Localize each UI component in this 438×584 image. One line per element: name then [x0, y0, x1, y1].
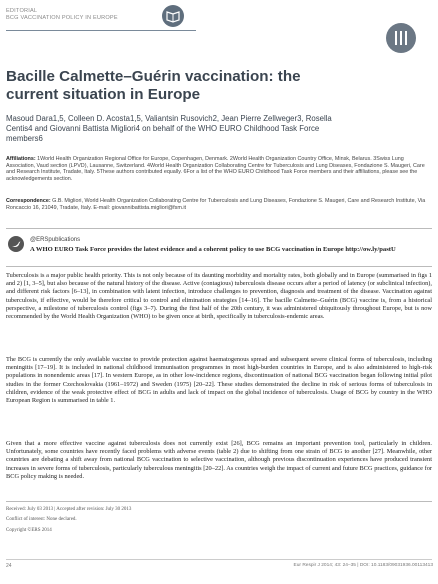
tweet-handle: @ERSpublications	[30, 237, 81, 243]
body-paragraph: The BCG is currently the only available vaccine to provide protection against haematogenous spread and subsequent severe clinical forms of tuberculosis, including meningitis [17–19]. It is included in national childhood immunisation programmes in most high-burden countries in Europe, and is also administered to high-risk populations in nonendemic areas [17]. In western Europe, as in other low-incidence regions, discontinuation of national BCG vaccination began following initial pilot studies in the former Czechoslovakia (1961–1972) and Sweden (1975) [20–22]. These studies demonstrated the decline in risk of serious forms of tuberculosis in children, evidence of the weak protective effect of BCG in adults and lack of impact on the global incidence of tuberculosis. Usage of BCG by country in the WHO European Region is summarised in table 1.	[6, 356, 432, 405]
affiliations	[6, 156, 426, 182]
correspondence	[6, 198, 426, 211]
twitter-icon	[8, 236, 24, 252]
affiliations-text: 1World Health Organization Regional Office for Europe, Copenhagen, Denmark. 2World Health Organization Country Office, Minsk, Belarus. 3Swiss Lung Association, Vaud section (LPVD), Lausanne, Switzerland. 4World Health Organization Collaborating Centre for Tuberculosis and Lung Diseases, Fondazione S. Maugeri, Care and Research Institute, Tradate, Italy. 5These authors contributed equally. 6For a list of the WHO EURO Childhood Task Force members and their affiliations, please see the acknowledgements section.	[6, 156, 425, 182]
author-list: Masoud Dara1,5, Colleen D. Acosta1,5, Valiantsin Rusovich2, Jean Pierre Zellweger3, Rosella Centis4 and Giovanni Battista Migliori4 on behalf of the WHO EURO Childhood Task Force members6	[6, 114, 332, 143]
journal-logo-icon	[386, 23, 416, 53]
body-paragraph: Given that a more effective vaccine against tuberculosis does not currently exist [26], BCG remains an important prevention tool, particularly in children. Unfortunately, some countries have recently faced problems with adverse events (table 2) due to shifting from one strain of BCG to another [27]. Meanwhile, other countries are debating a shift away from national BCG vaccination to selective vaccination, although previous discontinuation experiences have produced transient increases in severe forms of tuberculosis, particularly tuberculous meningitis [20–22]. As countries weigh the impact of current and future BCG practices, guidance for BCG policy making is needed.	[6, 440, 432, 480]
correspondence-label: Correspondence:	[6, 198, 51, 204]
tweet-text: A WHO EURO Task Force provides the latest evidence and a coherent policy to use BCG vaccination in Europe http://ow.ly/pastU	[30, 246, 396, 253]
page-number: 24	[6, 563, 12, 569]
body-paragraph: Tuberculosis is a major public health priority. This is not only because of its daunting morbidity and mortality rates, both globally and in Europe (summarised in figs 1 and 2) [1, 3–5], but also because of the natural history of the disease. Active (contagious) tuberculosis disease occurs after a period of latency (or subclinical infection), and different risk factors [6–13], in combination with latent infection, introduce challenges to prevention, diagnosis and treatment of the disease. Vaccination against tuberculosis, if effective, would be therefore critical to control and elimination strategies [14–16]. The bacille Calmette–Guérin (BCG) vaccine is, from a historical perspective, a milestone of tuberculosis control (figs 3–7). During the first half of the 20th century, it was administered ubiquitously throughout Europe, but is now recommended by the World Health Organization (WHO) to be given once at birth, specifically in tuberculosis-endemic areas.	[6, 272, 432, 321]
journal-citation: Eur Respir J 2014; 43: 24–35 | DOI: 10.1183/09031936.00113413	[293, 563, 433, 568]
header-rule	[6, 30, 196, 31]
correspondence-text: G.B. Migliori, World Health Organization Collaborating Centre for Tuberculosis and Lung Diseases, Fondazione S. Maugeri, Care and Research Institute, Via Roncaccio 16, 21049, Tradate, Italy. E-mail: giovannibattista.migliori@fsm.it	[6, 198, 426, 211]
divider	[6, 559, 432, 560]
divider	[6, 266, 432, 267]
divider	[6, 501, 432, 502]
section-label: EDITORIAL	[6, 8, 38, 14]
affiliations-label: Affiliations:	[6, 156, 36, 162]
section-header	[6, 8, 118, 22]
copyright: Copyright ©ERS 2014	[6, 528, 52, 533]
article-title: Bacille Calmette–Guérin vaccination: the current situation in Europe	[6, 68, 301, 103]
conflict-of-interest: Conflict of interest: None declared.	[6, 517, 77, 522]
book-icon	[162, 5, 184, 27]
divider	[6, 228, 432, 229]
section-topic: BCG VACCINATION POLICY IN EUROPE	[6, 15, 118, 21]
received-dates: Received: July 03 2013 | Accepted after revision: July 30 2013	[6, 507, 132, 512]
